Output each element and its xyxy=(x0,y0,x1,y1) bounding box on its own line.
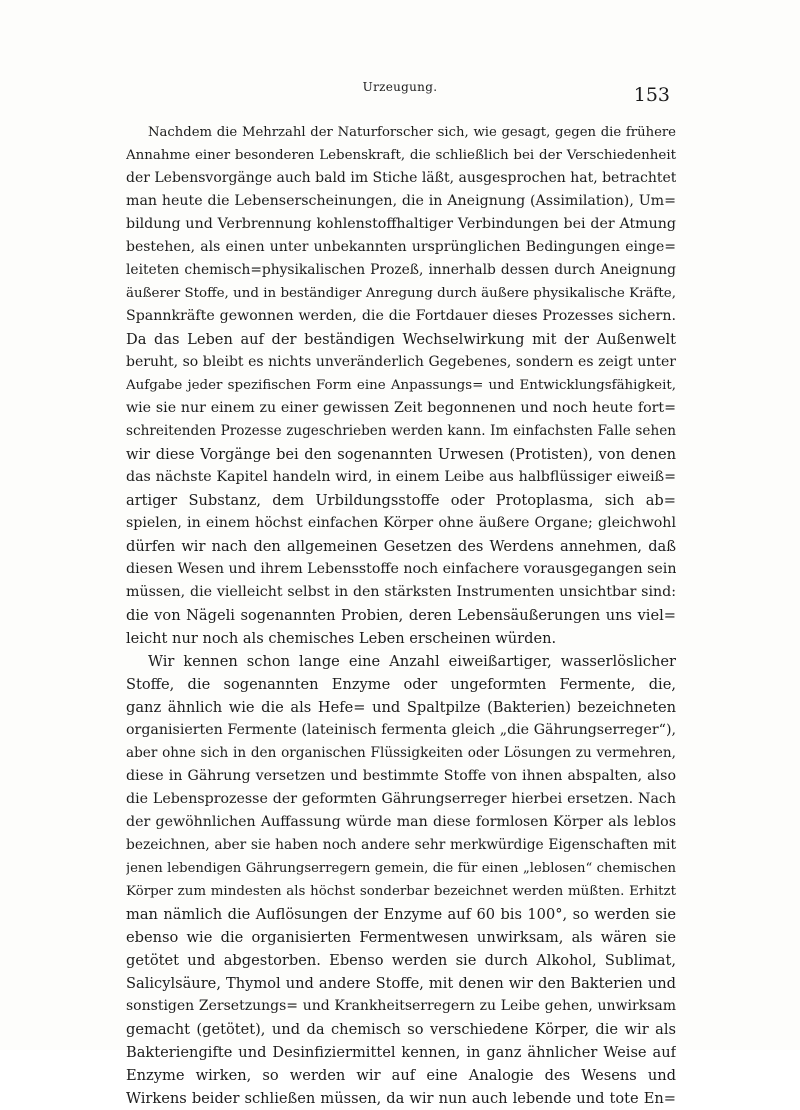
text-line: dürfen wir nach den allgemeinen Gesetzen des Werdens annehmen, daß xyxy=(126,538,676,555)
text-line: diese in Gährung versetzen und bestimmte Stoffe von ihnen abspalten, also xyxy=(126,768,676,784)
text-line: spielen, in einem höchst einfachen Körper ohne äußere Organe; gleichwohl xyxy=(126,515,676,531)
text-line: schreitenden Prozesse zugeschrieben werden kann. Im einfachsten Falle sehen xyxy=(126,423,676,439)
text-line: man heute die Lebenserscheinungen, die in Aneignung (Assimilation), Um= xyxy=(126,193,676,209)
text-line: Spannkräfte gewonnen werden, die die Fortdauer dieses Prozesses sichern. xyxy=(126,308,676,324)
text-line: der gewöhnlichen Auffassung würde man diese formlosen Körper als leblos xyxy=(126,814,676,830)
text-line: bestehen, als einen unter unbekannten ursprünglichen Bedingungen einge= xyxy=(126,239,676,255)
text-line: leiteten chemisch=physikalischen Prozeß, innerhalb dessen durch Aneignung xyxy=(126,262,676,278)
text-line: wir diese Vorgänge bei den sogenannten Urwesen (Protisten), von denen xyxy=(126,446,676,463)
body-text xyxy=(126,121,676,1110)
text-line: äußerer Stoffe, und in beständiger Anregung durch äußere physikalische Kräfte, xyxy=(126,286,676,301)
text-line: Wirkens beider schließen müssen, da wir nun auch lebende und tote En= xyxy=(126,1090,676,1107)
text-line: ebenso wie die organisierten Fermentwesen unwirksam, als wären sie xyxy=(126,929,676,946)
text-line: leicht nur noch als chemisches Leben erscheinen würden. xyxy=(126,630,557,647)
text-line: Da das Leben auf der beständigen Wechselwirkung mit der Außenwelt xyxy=(126,331,676,348)
text-line: Körper zum mindesten als höchst sonderbar bezeichnet werden müßten. Erhitzt xyxy=(126,884,676,899)
text-line: man nämlich die Auflösungen der Enzyme auf 60 bis 100°, so werden sie xyxy=(126,906,676,923)
text-line: Bakteriengifte und Desinfiziermittel kennen, in ganz ähnlicher Weise auf xyxy=(126,1044,676,1061)
text-line: aber ohne sich in den organischen Flüssigkeiten oder Lösungen zu vermehren, xyxy=(126,745,676,761)
text-line: Stoffe, die sogenannten Enzyme oder ungeformten Fermente, die, xyxy=(126,676,676,693)
text-line: bezeichnen, aber sie haben noch andere sehr merkwürdige Eigenschaften mit xyxy=(126,837,676,853)
text-line: beruht, so bleibt es nichts unveränderlich Gegebenes, sondern es zeigt unter xyxy=(126,354,676,370)
text-line: die von Nägeli sogenannten Probien, deren Lebensäußerungen uns viel= xyxy=(126,607,676,624)
text-line: die Lebensprozesse der geformten Gährungserreger hierbei ersetzen. Nach xyxy=(126,791,676,807)
text-line: das nächste Kapitel handeln wird, in einem Leibe aus halbflüssiger eiweiß= xyxy=(126,469,676,485)
text-line: diesen Wesen und ihrem Lebensstoffe noch einfachere vorausgegangen sein xyxy=(126,561,676,577)
text-line: organisierten Fermente (lateinisch fermenta gleich „die Gährungserreger“), xyxy=(126,722,676,738)
text-line: Aufgabe jeder spezifischen Form eine Anpassungs= und Entwicklungsfähigkeit, xyxy=(126,378,676,393)
paragraph-2 xyxy=(126,650,676,1110)
running-head: Urzeugung. xyxy=(362,80,438,94)
text-line: wie sie nur einem zu einer gewissen Zeit begonnenen und noch heute fort= xyxy=(126,400,676,416)
text-line: Annahme einer besonderen Lebenskraft, die schließlich bei der Verschiedenheit xyxy=(126,148,676,163)
text-line: jenen lebendigen Gährungserregern gemein, die für einen „leblosen“ chemischen xyxy=(126,861,676,876)
text-line: Enzyme wirken, so werden wir auf eine Analogie des Wesens und xyxy=(126,1067,676,1084)
text-line: sonstigen Zersetzungs= und Krankheitserregern zu Leibe gehen, unwirksam xyxy=(126,998,676,1014)
text-line: der Lebensvorgänge auch bald im Stiche läßt, ausgesprochen hat, betrachtet xyxy=(126,170,676,186)
text-line: Salicylsäure, Thymol und andere Stoffe, mit denen wir den Bakterien und xyxy=(126,975,676,992)
text-line: gemacht (getötet), und da chemisch so verschiedene Körper, die wir als xyxy=(126,1021,676,1038)
text-line: Nachdem die Mehrzahl der Naturforscher sich, wie gesagt, gegen die frühere xyxy=(148,125,676,140)
text-line: ganz ähnlich wie die als Hefe= und Spaltpilze (Bakterien) bezeichneten xyxy=(126,699,676,716)
page-number: 153 xyxy=(633,84,670,106)
text-line: bildung und Verbrennung kohlenstoffhaltiger Verbindungen bei der Atmung xyxy=(126,216,676,232)
text-line: getötet und abgestorben. Ebenso werden sie durch Alkohol, Sublimat, xyxy=(126,952,676,969)
text-line: müssen, die vielleicht selbst in den stärksten Instrumenten unsichtbar sind: xyxy=(126,584,676,600)
text-line: Wir kennen schon lange eine Anzahl eiweißartiger, wasserlöslicher xyxy=(148,653,676,670)
text-line: artiger Substanz, dem Urbildungsstoffe oder Protoplasma, sich ab= xyxy=(126,492,676,509)
paragraph-1 xyxy=(126,121,676,650)
